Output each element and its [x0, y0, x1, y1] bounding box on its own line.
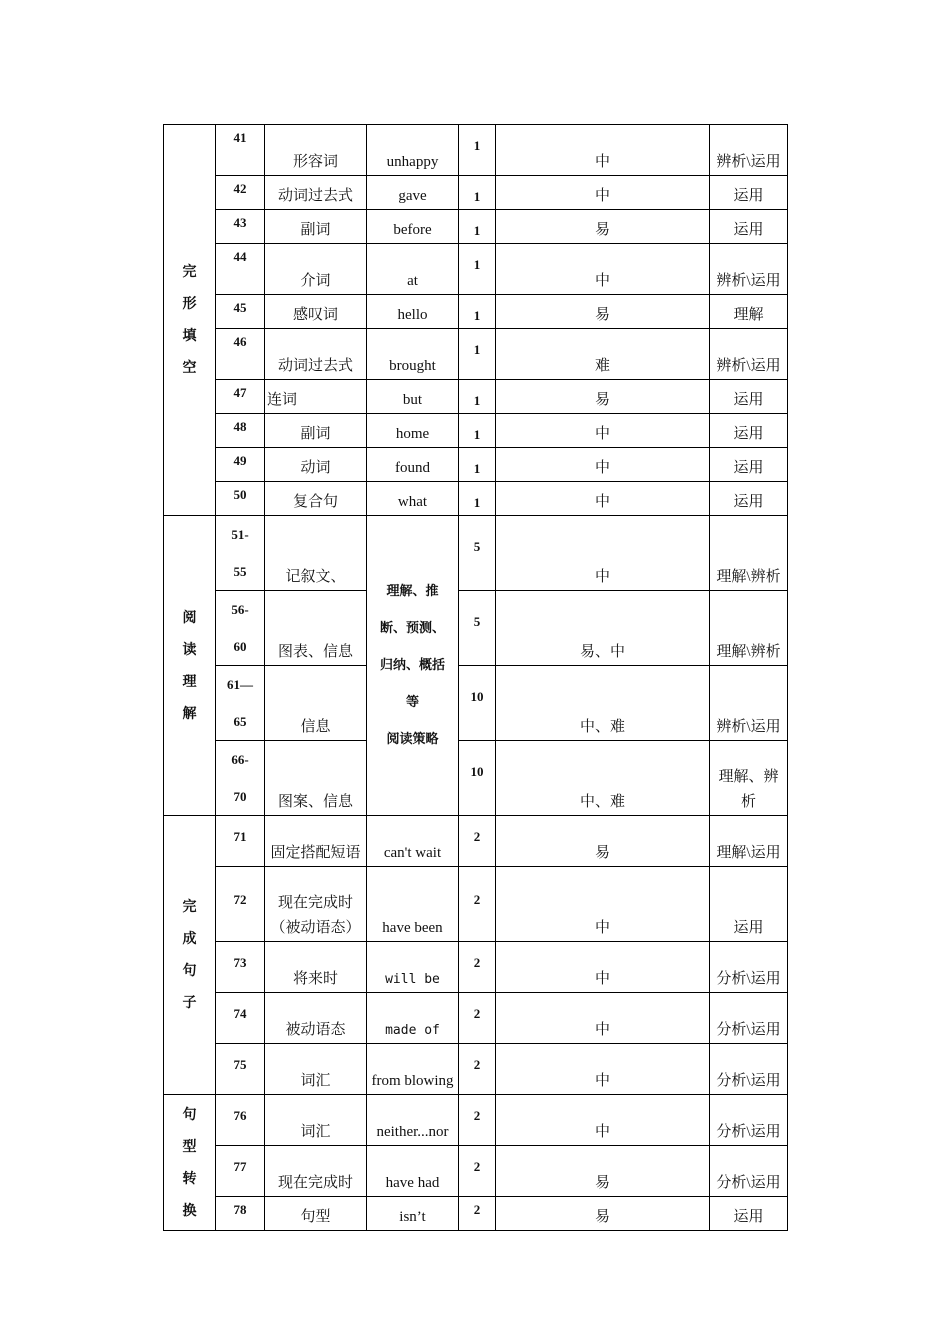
question-number: 76	[216, 1095, 265, 1146]
skill: 运用	[710, 448, 788, 482]
knowledge-point: 被动语态	[265, 993, 367, 1044]
difficulty: 易	[496, 1146, 710, 1197]
difficulty: 中	[496, 448, 710, 482]
score: 2	[459, 993, 496, 1044]
score: 1	[459, 295, 496, 329]
knowledge-point: 副词	[265, 210, 367, 244]
knowledge-point: 图案、信息	[265, 741, 367, 816]
knowledge-point: 动词	[265, 448, 367, 482]
score: 2	[459, 1197, 496, 1231]
knowledge-point: 动词过去式	[265, 176, 367, 210]
question-number: 77	[216, 1146, 265, 1197]
question-number: 73	[216, 942, 265, 993]
difficulty: 易	[496, 210, 710, 244]
table-row	[164, 516, 788, 591]
answer: hello	[367, 295, 459, 329]
question-number: 61— 65	[216, 666, 265, 741]
answer: have been	[367, 867, 459, 942]
knowledge-point: 现在完成时	[265, 1146, 367, 1197]
difficulty: 中	[496, 1044, 710, 1095]
knowledge-point: 信息	[265, 666, 367, 741]
skill: 运用	[710, 414, 788, 448]
skill: 辨析\运用	[710, 666, 788, 741]
answer: have had	[367, 1146, 459, 1197]
table-row	[164, 1095, 788, 1146]
knowledge-point: 记叙文、	[265, 516, 367, 591]
answer: before	[367, 210, 459, 244]
table-row	[164, 741, 788, 816]
table-row	[164, 244, 788, 295]
skill: 分析\运用	[710, 993, 788, 1044]
answer: will be	[367, 942, 459, 993]
knowledge-point: 词汇	[265, 1095, 367, 1146]
knowledge-point: 介词	[265, 244, 367, 295]
difficulty: 中	[496, 176, 710, 210]
skill: 运用	[710, 210, 788, 244]
skill: 理解、辨析	[710, 741, 788, 816]
difficulty: 易	[496, 1197, 710, 1231]
skill: 运用	[710, 482, 788, 516]
section-label: 完 形 填 空	[164, 125, 216, 516]
score: 5	[459, 516, 496, 591]
question-number: 45	[216, 295, 265, 329]
question-number: 49	[216, 448, 265, 482]
table-row	[164, 125, 788, 176]
difficulty: 中	[496, 1095, 710, 1146]
score: 2	[459, 867, 496, 942]
score: 2	[459, 816, 496, 867]
skill: 分析\运用	[710, 1146, 788, 1197]
question-number: 42	[216, 176, 265, 210]
section-label: 句 型 转 换	[164, 1095, 216, 1231]
score: 10	[459, 666, 496, 741]
score: 1	[459, 414, 496, 448]
knowledge-point: 图表、信息	[265, 591, 367, 666]
answer: made of	[367, 993, 459, 1044]
question-number: 75	[216, 1044, 265, 1095]
table-row	[164, 448, 788, 482]
question-number: 47	[216, 380, 265, 414]
answer: neither...nor	[367, 1095, 459, 1146]
difficulty: 中	[496, 516, 710, 591]
table-row	[164, 816, 788, 867]
difficulty: 易	[496, 380, 710, 414]
answer: but	[367, 380, 459, 414]
skill: 辨析\运用	[710, 125, 788, 176]
difficulty: 中、难	[496, 666, 710, 741]
score: 1	[459, 244, 496, 295]
skill: 理解\辨析	[710, 516, 788, 591]
score: 2	[459, 1146, 496, 1197]
skill: 理解\运用	[710, 816, 788, 867]
difficulty: 中	[496, 993, 710, 1044]
question-number: 44	[216, 244, 265, 295]
score: 2	[459, 1095, 496, 1146]
difficulty: 中	[496, 414, 710, 448]
table-row	[164, 867, 788, 942]
skill: 理解\辨析	[710, 591, 788, 666]
table-row	[164, 666, 788, 741]
difficulty: 中	[496, 125, 710, 176]
knowledge-point: 形容词	[265, 125, 367, 176]
answer: found	[367, 448, 459, 482]
question-number: 66- 70	[216, 741, 265, 816]
difficulty: 中	[496, 244, 710, 295]
difficulty: 难	[496, 329, 710, 380]
answer: at	[367, 244, 459, 295]
table-row	[164, 482, 788, 516]
difficulty: 易	[496, 295, 710, 329]
table-row	[164, 993, 788, 1044]
difficulty: 中	[496, 867, 710, 942]
question-number: 46	[216, 329, 265, 380]
question-number: 48	[216, 414, 265, 448]
reading-strategy: 理解、推 断、预测、 归纳、概括 等 阅读策略	[367, 516, 459, 816]
knowledge-point: 复合句	[265, 482, 367, 516]
skill: 运用	[710, 867, 788, 942]
question-number: 43	[216, 210, 265, 244]
difficulty: 中	[496, 942, 710, 993]
question-number: 78	[216, 1197, 265, 1231]
score: 1	[459, 329, 496, 380]
question-number: 74	[216, 993, 265, 1044]
knowledge-point: 连词	[265, 380, 367, 414]
knowledge-point: 词汇	[265, 1044, 367, 1095]
table-row	[164, 176, 788, 210]
knowledge-point: 现在完成时（被动语态）	[265, 867, 367, 942]
table-row	[164, 380, 788, 414]
knowledge-point: 动词过去式	[265, 329, 367, 380]
knowledge-point: 感叹词	[265, 295, 367, 329]
difficulty: 中、难	[496, 741, 710, 816]
question-number: 51- 55	[216, 516, 265, 591]
question-number: 50	[216, 482, 265, 516]
score: 1	[459, 125, 496, 176]
difficulty: 易	[496, 816, 710, 867]
score: 1	[459, 380, 496, 414]
table-row	[164, 210, 788, 244]
answer: unhappy	[367, 125, 459, 176]
question-number: 56- 60	[216, 591, 265, 666]
skill: 分析\运用	[710, 942, 788, 993]
table-row	[164, 591, 788, 666]
score: 5	[459, 591, 496, 666]
skill: 分析\运用	[710, 1095, 788, 1146]
table-row	[164, 329, 788, 380]
question-number: 71	[216, 816, 265, 867]
skill: 运用	[710, 1197, 788, 1231]
skill: 运用	[710, 380, 788, 414]
skill: 理解	[710, 295, 788, 329]
question-number: 41	[216, 125, 265, 176]
section-label: 完 成 句 子	[164, 816, 216, 1095]
score: 1	[459, 482, 496, 516]
knowledge-point: 固定搭配短语	[265, 816, 367, 867]
table-row	[164, 1044, 788, 1095]
score: 1	[459, 448, 496, 482]
section-label: 阅 读 理 解	[164, 516, 216, 816]
answer: from blowing	[367, 1044, 459, 1095]
answer: what	[367, 482, 459, 516]
difficulty: 易、中	[496, 591, 710, 666]
knowledge-point: 副词	[265, 414, 367, 448]
answer: home	[367, 414, 459, 448]
skill: 辨析\运用	[710, 329, 788, 380]
table-row	[164, 942, 788, 993]
score: 1	[459, 210, 496, 244]
knowledge-point: 句型	[265, 1197, 367, 1231]
score: 10	[459, 741, 496, 816]
question-number: 72	[216, 867, 265, 942]
skill: 辨析\运用	[710, 244, 788, 295]
answer: gave	[367, 176, 459, 210]
table-row	[164, 1146, 788, 1197]
score: 1	[459, 176, 496, 210]
score: 2	[459, 942, 496, 993]
knowledge-point: 将来时	[265, 942, 367, 993]
exam-analysis-table	[163, 124, 788, 1231]
answer: isn’t	[367, 1197, 459, 1231]
table-row	[164, 414, 788, 448]
answer: brought	[367, 329, 459, 380]
skill: 运用	[710, 176, 788, 210]
table-row	[164, 1197, 788, 1231]
answer: can't wait	[367, 816, 459, 867]
difficulty: 中	[496, 482, 710, 516]
skill: 分析\运用	[710, 1044, 788, 1095]
table-row	[164, 295, 788, 329]
score: 2	[459, 1044, 496, 1095]
